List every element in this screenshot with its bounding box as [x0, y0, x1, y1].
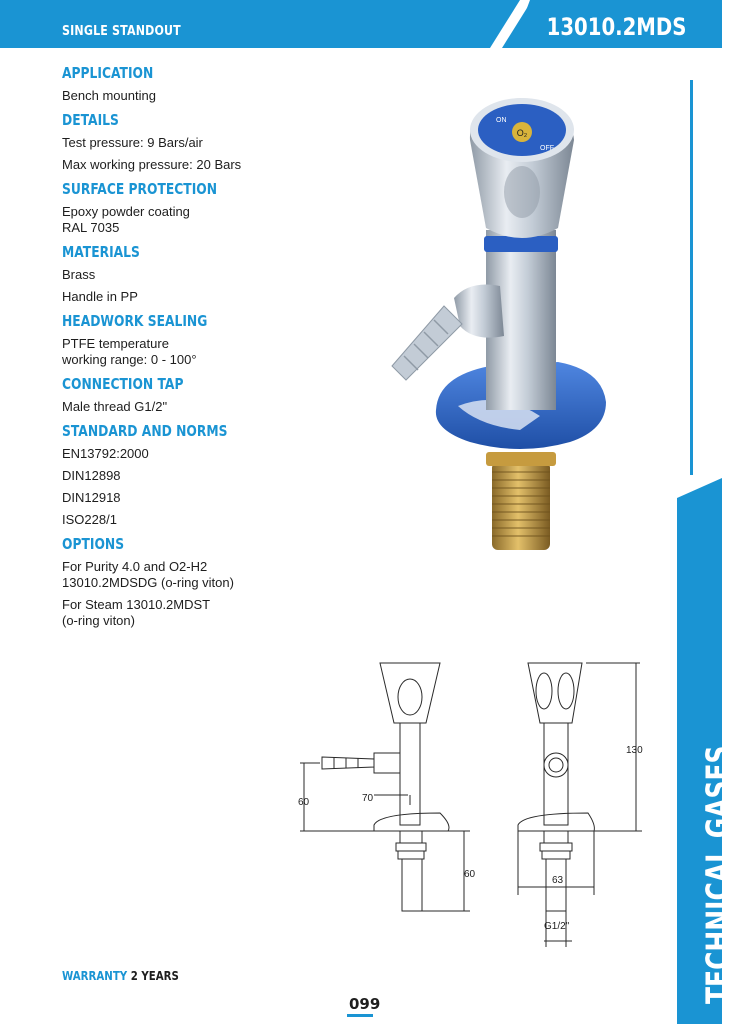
on-label: ON — [496, 117, 507, 124]
handle-cap — [470, 98, 574, 162]
technical-drawing — [290, 655, 660, 955]
model-number: 13010.2MDS — [546, 13, 686, 41]
section-line: Male thread G1/2" — [62, 399, 168, 414]
spec-section — [62, 180, 342, 236]
dim-total-height: 130 — [626, 745, 643, 756]
gas-symbol: O₂ — [516, 128, 528, 138]
spec-list — [62, 64, 342, 636]
product-photo — [370, 80, 630, 560]
page-number-underline — [347, 1014, 373, 1017]
spec-section — [62, 111, 342, 173]
section-line: Bench mounting — [62, 88, 156, 103]
section-line: DIN12898 — [62, 468, 121, 483]
dim-left-height: 60 — [298, 797, 310, 808]
section-line: PTFE temperature working range: 0 - 100° — [62, 336, 197, 367]
section-title: DETAILS — [62, 111, 119, 129]
dim-left-width: 70 — [362, 793, 374, 804]
warranty-label: WARRANTY — [62, 969, 128, 983]
section-line: For Steam 13010.2MDST (o-ring viton) — [62, 597, 211, 628]
section-title: MATERIALS — [62, 243, 140, 261]
product-category: SINGLE STANDOUT — [62, 24, 181, 39]
spec-section — [62, 243, 342, 305]
threaded-base — [486, 452, 556, 550]
blue-ring — [484, 236, 558, 252]
section-line: Max working pressure: 20 Bars — [62, 157, 242, 172]
spec-section — [62, 535, 342, 629]
side-accent-line — [690, 80, 693, 475]
section-line: Test pressure: 9 Bars/air — [62, 135, 203, 150]
warranty-value: 2 YEARS — [130, 969, 179, 983]
section-line: DIN12918 — [62, 490, 121, 505]
dim-thread: G1/2" — [544, 921, 570, 932]
section-title: OPTIONS — [62, 535, 125, 553]
section-title: CONNECTION TAP — [62, 375, 184, 393]
page-number: 099 — [349, 995, 381, 1013]
side-tab-label: TECHNICAL GASES — [699, 745, 737, 1004]
section-line: Epoxy powder coating RAL 7035 — [62, 204, 190, 235]
spec-section — [62, 64, 342, 104]
off-label: OFF — [540, 145, 554, 152]
front-view — [518, 663, 642, 947]
dim-base-width: 63 — [552, 875, 564, 886]
section-title: HEADWORK SEALING — [62, 312, 208, 330]
side-view — [300, 663, 470, 911]
section-line: Brass — [62, 267, 96, 282]
warranty — [62, 969, 179, 983]
section-title: SURFACE PROTECTION — [62, 180, 218, 198]
section-line: For Purity 4.0 and O2-H2 13010.2MDSDG (o-ring viton) — [62, 559, 234, 590]
section-line: Handle in PP — [62, 289, 138, 304]
section-title: APPLICATION — [62, 64, 154, 82]
dim-lower-height: 60 — [464, 869, 476, 880]
spec-section — [62, 375, 342, 415]
spec-section — [62, 422, 342, 528]
section-line: ISO228/1 — [62, 512, 117, 527]
section-title: STANDARD AND NORMS — [62, 422, 228, 440]
spec-section — [62, 312, 342, 368]
section-line: EN13792:2000 — [62, 446, 149, 461]
